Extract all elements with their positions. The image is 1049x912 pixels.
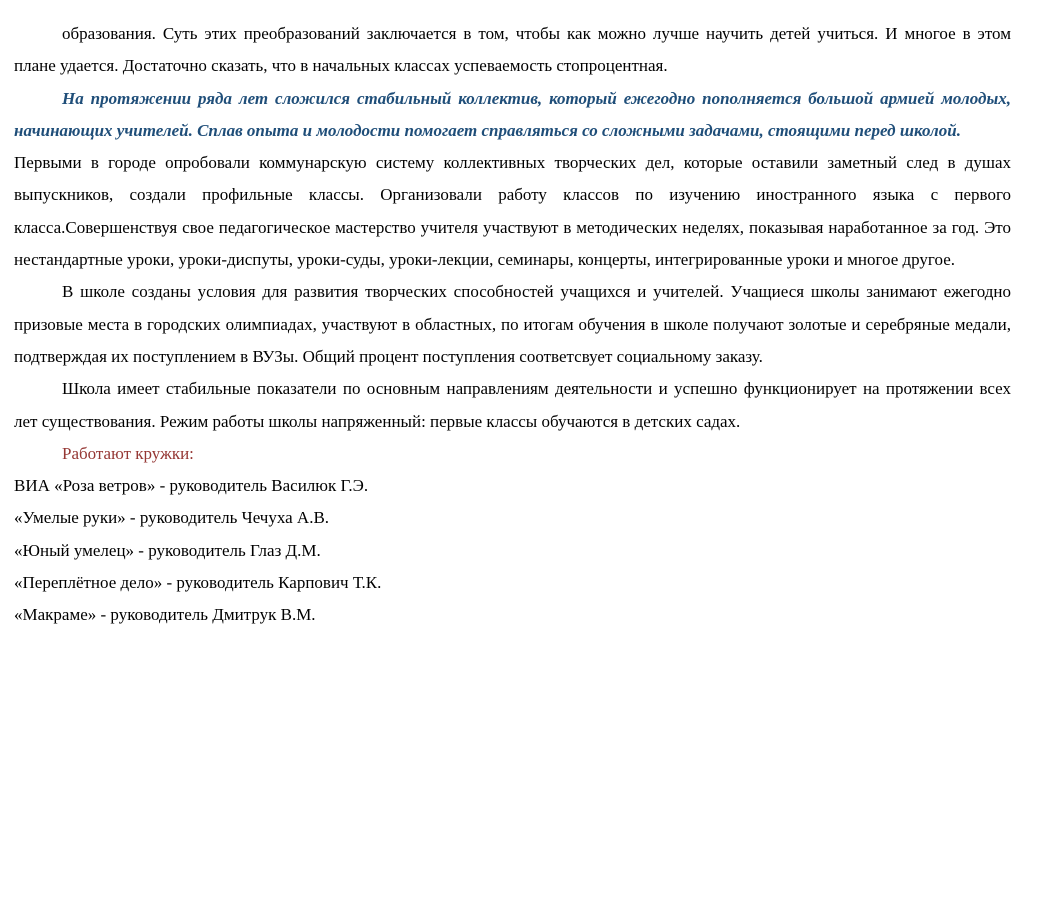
paragraph-education: образования. Суть этих преобразований заключается в том, чтобы как можно лучше научить детей учиться. И многое в этом плане удается. Достаточно сказать, что в начальных классах успеваемость стопроцентная. (14, 24, 1011, 76)
club-item-yunyi-umelets: «Юный умелец» - руководитель Глаз Д.М. (14, 540, 321, 560)
paragraph-communard-system: Первыми в городе опробовали коммунарскую систему коллективных творческих дел, которые оставили заметный след в душах выпускников, создали профильные классы. Организовали работу классов по изучению иностранного языка с первого класса.Совершенствуя свое педагогическое мастерство учителя участвуют в методических неделях, показывая наработанное за год. Это нестандартные уроки, уроки-диспуты, уроки-суды, уроки-лекции, семинары, концерты, интегрированные уроки и многое другое. (14, 153, 1011, 270)
paragraph-stable-indicators: Школа имеет стабильные показатели по основным направлениям деятельности и успешно функционирует на протяжении всех лет существования. Режим работы школы напряженный: первые классы обучаются в детских садах. (14, 379, 1011, 431)
club-item-makrame: «Макраме» - руководитель Дмитрук В.М. (14, 605, 316, 625)
document-body (14, 18, 1011, 632)
paragraph-creative-conditions: В школе созданы условия для развития творческих способностей учащихся и учителей. Учащиеся школы занимают ежегодно призовые места в городских олимпиадах, участвуют в областных, по итогам обучения в школе получают золотые и серебряные медали, подтверждая их поступлением в ВУЗы. Общий процент поступления соответсвует социальному заказу. (14, 282, 1011, 366)
club-item-umelye-ruki: «Умелые руки» - руководитель Чечуха А.В. (14, 508, 330, 528)
paragraph-collective-highlight: На протяжении ряда лет сложился стабильный коллектив, который ежегодно пополняется большой армией молодых, начинающих учителей. Сплав опыта и молодости помогает справляться со сложными задачами, стоящими перед школой. (14, 88, 1011, 140)
clubs-heading: Работают кружки: (62, 443, 194, 463)
club-item-roza-vetrov: ВИА «Роза ветров» - руководитель Василюк Г.Э. (14, 476, 369, 496)
clubs-list (14, 470, 1011, 631)
club-item-pereplyotnoe-delo: «Переплётное дело» - руководитель Карпович Т.К. (14, 573, 382, 593)
